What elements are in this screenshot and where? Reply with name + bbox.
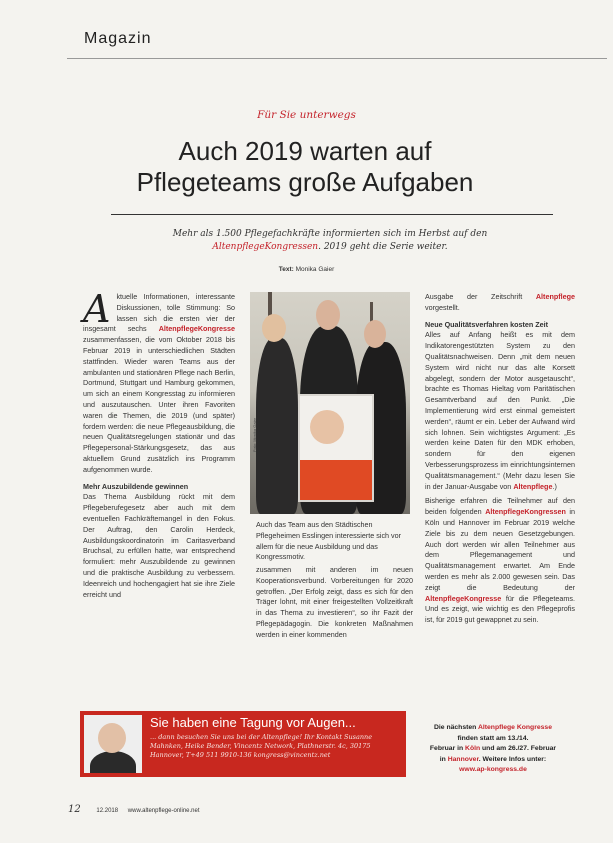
author-label: Text: xyxy=(278,266,296,273)
subheading-ausbildung: Mehr Auszubildende gewinnen xyxy=(83,481,189,491)
teaser-text-a: Mehr als 1.500 Pflegefachkräfte informierten sich im Herbst auf den xyxy=(172,229,488,239)
footer-url[interactable]: www.altenpflege-online.net xyxy=(127,808,200,814)
paragraph-right-1: Ausgabe der Zeitschrift Altenpflege vorgestellt. xyxy=(425,292,575,312)
dropcap: A xyxy=(83,287,111,331)
advertisement-box[interactable] xyxy=(80,711,406,777)
author-line xyxy=(0,266,613,273)
paragraph-middle: zusammen mit anderen im neuen Kooperationsverbund. Vorbereitungen für 2020 getroffen. „Der Erfolg zeigt, dass es sich für den Träger lohnt, mit einer freigestellten Vollzeitkraft in das Thema zu investieren“, so ihr Fazit der Pflegepädagogin. Die konkreten Maßnahmen werden in einer kommenden xyxy=(256,565,413,639)
ad-title: Sie haben eine Tagung vor Augen... xyxy=(150,715,356,730)
paragraph-right-3: Bisherige erfahren die Teilnehmer auf den beiden folgenden AltenpflegeKongressen in Köln und Hannover im Februar 2019 welche Ziele bis zu dem neuen Gesetzgebungen. Auch dort werden wir allen Teilnehmer aus dem Pflegemanagement und Qualitätsmanagement erwartet. Am Ende werden es mehr als 2.000 gewesen sein. Das zeigt die Bedeutung der AltenpflegeKongresse für die Pflegeteams. Und es zeigt, wie wichtig es den Pflegeprofis ist, für 2019 gut gewappnet zu sein. xyxy=(425,496,576,625)
article-teaser xyxy=(120,228,540,254)
page-number: 12 xyxy=(68,804,81,815)
author-name: Monika Gaier xyxy=(295,266,335,273)
headline-line-2: Pflegeteams große Aufgaben xyxy=(136,167,474,197)
congress-website-link[interactable]: www.ap-kongress.de xyxy=(459,766,527,773)
congress-banner xyxy=(298,394,374,502)
issue-date: 12.2018 xyxy=(96,808,119,814)
team-photo xyxy=(250,292,410,514)
article-headline xyxy=(70,136,540,198)
teaser-text-b: . 2019 geht die Serie weiter. xyxy=(318,242,448,252)
column-middle xyxy=(256,565,413,641)
headline-divider xyxy=(111,214,553,215)
contact-portrait xyxy=(84,715,142,773)
headline-line-1: Auch 2019 warten auf xyxy=(178,136,432,166)
paragraph-ausbildung: Das Thema Ausbildung rückt mit dem Pflegeberufegesetz aber auch mit dem eventuellen Fachkräftemangel in den Fokus. Der Auftrag, den Carolin Herdeck, Ausbildungskoordinatorin im Caritasverband Bruchsal, zu erfüllen hatte, war entsprechend formuliert: mehr Auszubildende zu gewinnen und die praktische Ausbildung zu verbessern. Ideenreich und hochengagiert hat sie ihre Ziele erreicht und xyxy=(83,492,235,599)
subheading-qualitaet: Neue Qualitätsverfahren kosten Zeit xyxy=(425,319,549,329)
congress-info: Die nächsten Altenpflege Kongresse finden statt am 13./14. Februar in Köln und am 26./27. Februar in Hannover. Weitere Infos unter: www.ap-kongress.de xyxy=(404,723,582,776)
column-left xyxy=(83,287,235,600)
intro-paragraph: Aktuelle Informationen, interessante Diskussionen, tolle Stimmung: So lassen sich die ersten vier der insgesamt sechs AltenpflegeKongresse zusammenfassen, die vom Oktober 2018 bis Februar 2019 in unterschiedlichen Städten stattfinden. Wieder waren Teams aus der ambulanten und stationären Pflege nach Berlin, Dortmund, Stuttgart und Hamburg gekommen, um sich an einem Kongresstag zu informieren und auszutauschen. Unter ihren Favoriten waren die Themen, die 2019 (und später) fordern werden: die neue Pflegeausbildung, die neuen Qualitätsregelungen stationär und das Pflegepersonal-Stärkungsgesetz, das aus aktuellem Grund zusätzlich ins Programm aufgenommen wurde. xyxy=(83,287,235,474)
brand-highlight: AltenpflegeKongresse xyxy=(158,324,235,334)
section-divider xyxy=(67,58,607,59)
column-right xyxy=(425,292,575,626)
article-kicker: Für Sie unterwegs xyxy=(257,109,356,121)
photo-caption: Auch das Team aus den Städtischen Pflegeheimen Esslingen interessierte sich vor allem für die neue Ausbildung und das Kongressmotiv. xyxy=(256,520,402,562)
page-footer xyxy=(68,804,208,815)
paragraph-right-2: Alles auf Anfang heißt es mit dem Indikatorengestützten System zu den Qualitätsnachweisen. Denn „mit dem neuen System wird nicht nur das alte Korsett abgelegt, sondern der Motor ausgetauscht“, brachte es Thomas Hieltag vom Paritätischen Gesamtverband auf den Punkt. „Die Implementierung wird erst einmal gemeistert werden“, räumt er ein. Leber der Aufwand wird sich lohnen. Sein wichtigstes Argument: „Es werden keine Daten für den MDK erhoben, sondern für den eigenen Verbesserungsprozess im einrichtungsinternen Qualitätsmanagement.“ (Mehr dazu lesen Sie in der Januar-Ausgabe von Altenpflege.) xyxy=(425,330,575,491)
photo-credit: Foto: Monika Gaier xyxy=(252,417,257,452)
teaser-highlight: AltenpflegeKongressen xyxy=(212,242,319,252)
ad-body: ... dann besuchen Sie uns bei der Altenpflege! Ihr Kontakt Susanne Mahnken, Heike Bender, Vincentz Network, Plathnerstr. 4c, 30175 Hannover, T+49 511 9910-136 kongress@vincentz.net xyxy=(150,733,373,759)
section-label: Magazin xyxy=(84,30,152,47)
